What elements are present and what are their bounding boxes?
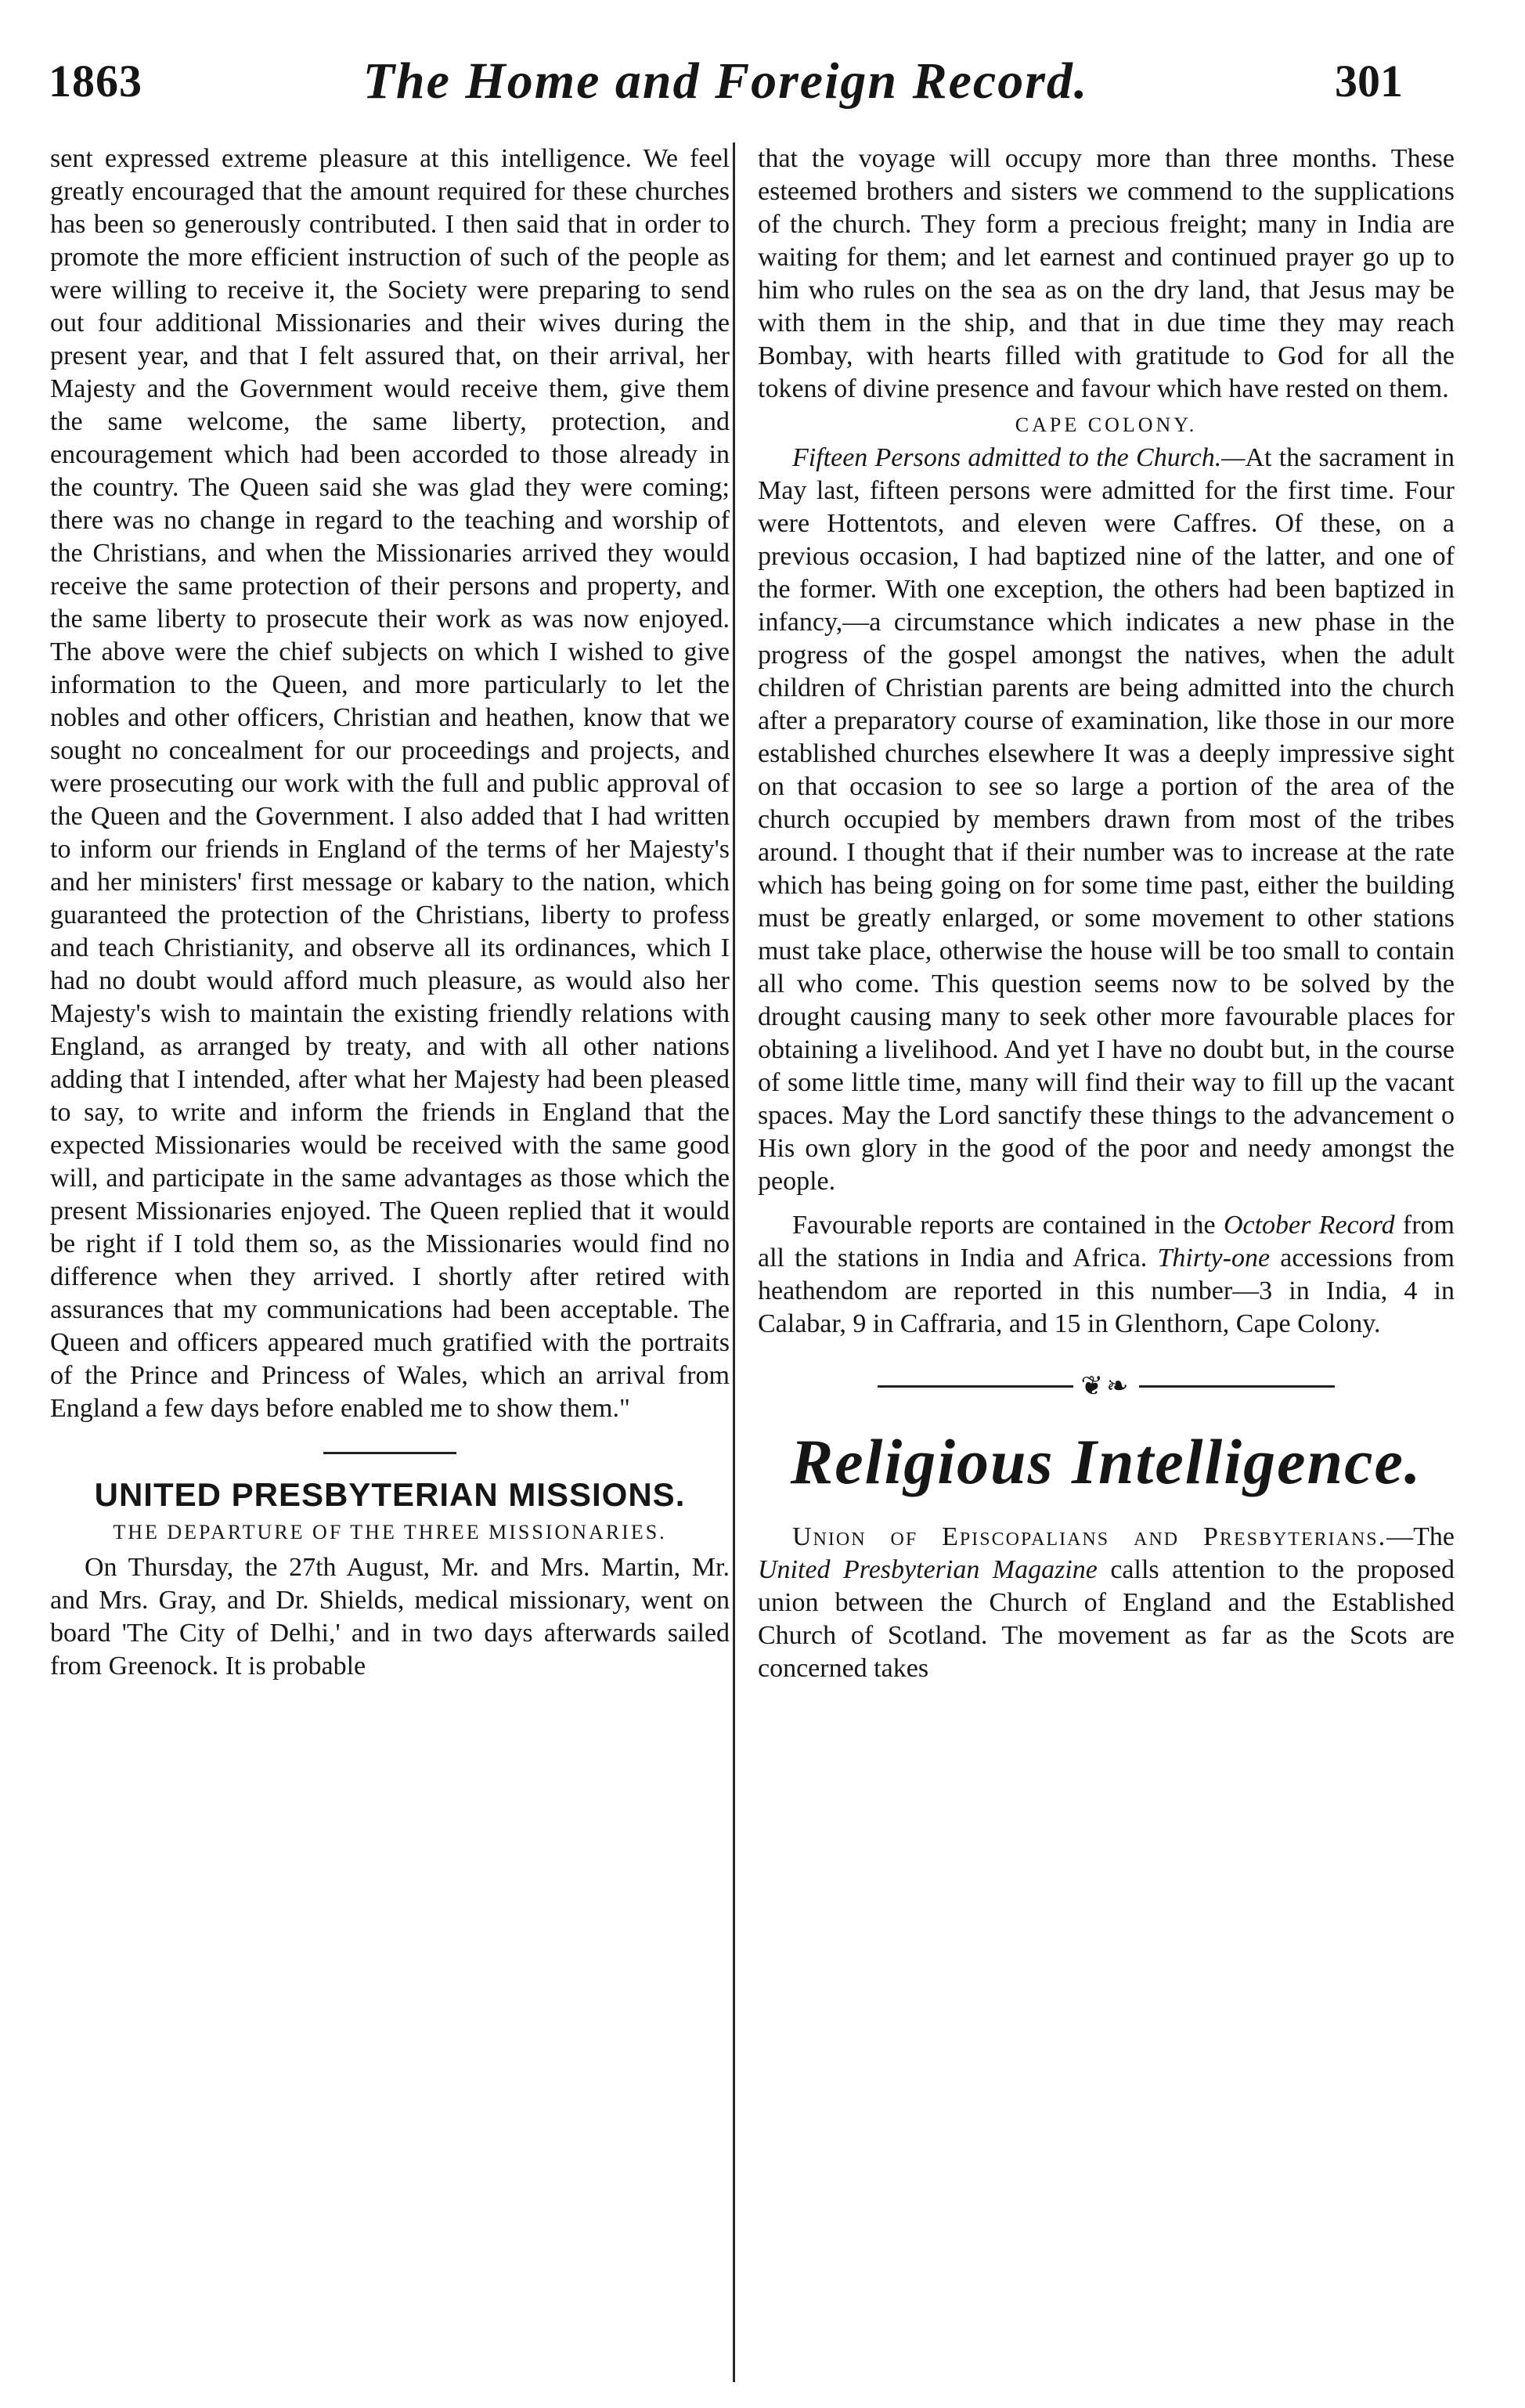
union-text-a: —The (1386, 1522, 1455, 1551)
section-heading-up-missions: UNITED PRESBYTERIAN MISSIONS. (94, 1476, 686, 1513)
left-column (50, 143, 730, 1683)
page-year: 1863 (49, 56, 142, 107)
cape-colony-heading: CAPE COLONY. (1015, 413, 1198, 436)
section-subheading-departure: THE DEPARTURE OF THE THREE MISSIONARIES. (113, 1521, 667, 1543)
column-rule (733, 143, 735, 2382)
reports-paragraph (758, 1209, 1455, 1341)
thirty-one-italic: Thirty-one (1157, 1244, 1271, 1273)
ornament-line-right (1139, 1385, 1335, 1388)
journal-title: The Home and Foreign Record. (362, 52, 1089, 110)
cape-colony-paragraph (758, 442, 1455, 1198)
union-text-c: calls attention to the proposed union between the Church of England and the Established Church of Scotland. The movement as far as the Scots are concerned takes (758, 1555, 1455, 1683)
cape-colony-runin: Fifteen Persons admitted to the Church.— (792, 443, 1246, 472)
cape-colony-text: At the sacrament in May last, fifteen persons were admitted for the first time. Four were Hottentots, and eleven were Caffres. Of these, on a previous occasion, I had baptized nine of the latter, and one of the former. With one exception, the others had been baptized in infancy,—a circumstance which indicates a new phase in the progress of the gospel amongst the natives, when the adult children of Christian parents are being admitted into the church after a preparatory course of examination, like those in our more established churches elsewhere It was a deeply impressive sight on that occasion to see so large a portion of the area of the church occupied by members drawn from most of the tribes around. I thought that if their number was to increase at the rate which has being going on for some time past, either the building must be greatly enlarged, or some movement to other stations must take place, otherwise the house will be too small to contain all who come. This question seems now to be solved by the drought causing many to seek other more favourable places for obtaining a livelihood. And yet I have no doubt but, in the course of some little time, many will find their way to fill up the vacant spaces. May the Lord sanctify these things to the advancement o His own glory in the good of the poor and needy amongst the people. (758, 443, 1455, 1196)
section-divider (323, 1452, 456, 1454)
ornamental-divider (758, 1370, 1455, 1402)
ornament-flourish-icon: ❦❧ (1080, 1372, 1132, 1401)
right-column (758, 143, 1455, 1685)
magazine-italic: United Presbyterian Magazine (758, 1555, 1098, 1584)
ornament-line-left (878, 1385, 1073, 1388)
page-number: 301 (1335, 56, 1403, 107)
religious-intelligence-heading: Religious Intelligence. (790, 1426, 1422, 1497)
october-record-italic: October Record (1223, 1211, 1395, 1240)
union-paragraph (758, 1521, 1455, 1685)
letter-conclusion-paragraph: sent expressed extreme pleasure at this intelligence. We feel greatly encouraged that the amount required for these churches has been so generously contributed. I then said that in order to promote the more efficient instruction of such of the people as were willing to receive it, the Society were preparing to send out four additional Missionaries and their wives during the present year, and that I felt assured that, on their arrival, her Majesty and the Government would receive them, give them the same welcome, the same liberty, protection, and encouragement which had been accorded to those already in the country. The Queen said she was glad they were coming; there was no change in regard to the teaching and worship of the Christians, and when the Missionaries arrived they would receive the same protection of their persons and property, and the same liberty to prosecute their work as was now enjoyed. The above were the chief subjects on which I wished to give information to the Queen, and more particularly to let the nobles and other officers, Christian and heathen, know that we sought no concealment for our proceedings and projects, and were prosecuting our work with the full and public approval of the Queen and the Government. I also added that I had written to inform our friends in England of the terms of her Majesty's and her ministers' first message or kabary to the nation, which guaranteed the protection of the Christians, liberty to profess and teach Christianity, and observe all its ordinances, which I had no doubt would afford much pleasure, as would also her Majesty's wish to maintain the existing friendly relations with England, as arranged by treaty, and with all other nations adding that I intended, after what her Majesty had been pleased to say, to write and inform the friends in England that the expected Missionaries would be received with the same good will, and participate in the same advantages as those which the present Missionaries enjoyed. The Queen replied that it would be right if I told them so, as the Missionaries would find no difference when they arrived. I shortly after retired with assurances that my communications had been acceptable. The Queen and officers appeared much gratified with the portraits of the Prince and Princess of Wales, which an arrival from England a few days before enabled me to show them." (50, 144, 730, 1423)
departure-paragraph: On Thursday, the 27th August, Mr. and Mrs. Martin, Mr. and Mrs. Gray, and Dr. Shields, medical missionary, went on board 'The City of Delhi,' and in two days afterwards sailed from Greenock. It is probable (50, 1553, 730, 1681)
reports-text-e: accessions from heathendom are reported in this number—3 in India, 4 in Calabar, 9 in Caffraria, and 15 in Glenthorn, Cape Colony. (758, 1244, 1455, 1338)
voyage-paragraph: that the voyage will occupy more than three months. These esteemed brothers and sisters we commend to the supplications of the church. They form a precious freight; many in India are waiting for them; and let earnest and continued prayer go up to him who rules on the sea as on the dry land, that Jesus may be with them in the ship, and that in due time they may reach Bombay, with hearts filled with gratitude to God for all the tokens of divine presence and favour which have rested on them. (758, 144, 1455, 403)
union-runin: Union of Episcopalians and Presbyterians. (792, 1522, 1387, 1551)
page-header (49, 47, 1403, 125)
reports-text-a: Favourable reports are contained in the (792, 1211, 1224, 1240)
reports-text-c: from all the stations in India and Africa. (758, 1211, 1455, 1273)
